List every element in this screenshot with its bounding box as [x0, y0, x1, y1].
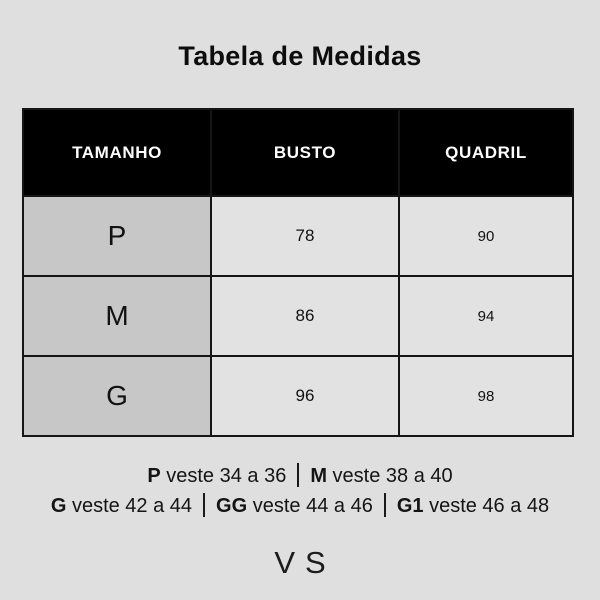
size-note: P veste 34 a 36 — [147, 465, 287, 487]
separator-bar — [297, 463, 299, 487]
size-label-m: M — [23, 276, 211, 356]
size-label-g: G — [23, 356, 211, 436]
fit-notes — [0, 461, 600, 521]
brand-logo: VS — [274, 545, 336, 580]
fit-notes-line-1 — [0, 461, 600, 491]
header-row — [23, 109, 573, 196]
quadril-value-g: 98 — [399, 356, 573, 436]
fit-notes-line-2 — [0, 491, 600, 521]
page-title: Tabela de Medidas — [178, 41, 422, 71]
header-quadril: QUADRIL — [399, 109, 573, 196]
table-row — [23, 196, 573, 276]
busto-value-p: 78 — [211, 196, 399, 276]
busto-value-g: 96 — [211, 356, 399, 436]
size-note: M veste 38 a 40 — [310, 465, 453, 487]
table-header — [23, 109, 573, 196]
size-note: G veste 42 a 44 — [50, 495, 193, 517]
separator-bar — [203, 493, 205, 517]
size-label-p: P — [23, 196, 211, 276]
quadril-value-p: 90 — [399, 196, 573, 276]
header-tamanho: TAMANHO — [23, 109, 211, 196]
size-note: G1 veste 46 a 48 — [396, 495, 550, 517]
size-note: GG veste 44 a 46 — [216, 495, 373, 517]
table-row — [23, 356, 573, 436]
busto-value-m: 86 — [211, 276, 399, 356]
table-row — [23, 276, 573, 356]
separator-bar — [384, 493, 386, 517]
measurements-table — [22, 108, 574, 437]
quadril-value-m: 94 — [399, 276, 573, 356]
header-busto: BUSTO — [211, 109, 399, 196]
